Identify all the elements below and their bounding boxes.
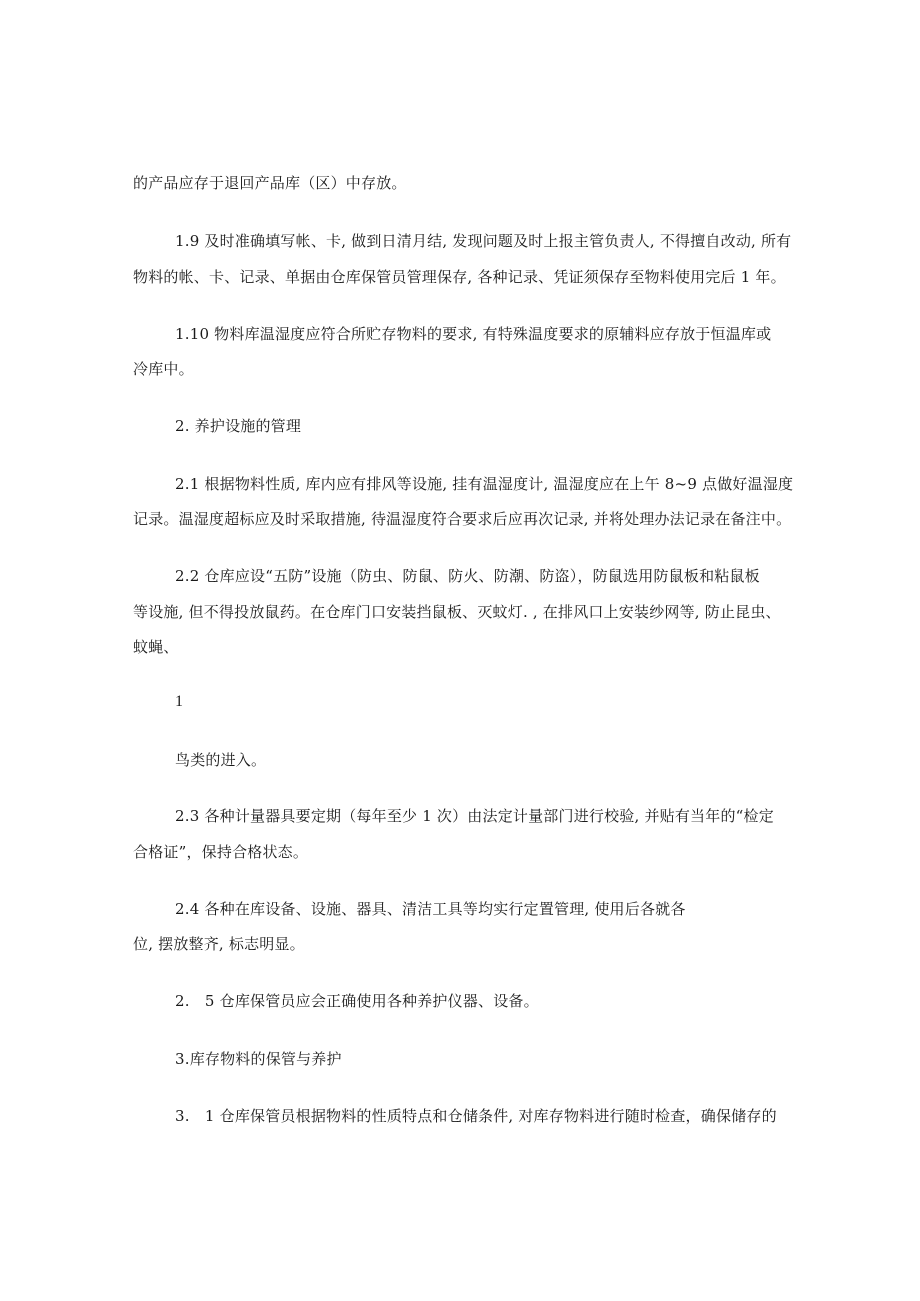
paragraph-2-1-line-1: 2.1 根据物料性质, 库内应有排风等设施, 挂有温湿度计, 温湿度应在上午 8~9 点做好温湿度 bbox=[175, 475, 794, 493]
paragraph-2-5: 2. 5 仓库保管员应会正确使用各种养护仪器、设备。 bbox=[175, 992, 539, 1010]
paragraph-2-2-line-3: 蚊蝇、 bbox=[133, 638, 179, 656]
paragraph-3-1-line-1: 3. 1 仓库保管员根据物料的性质特点和仓储条件, 对库存物料进行随时检查，确保储存的 bbox=[175, 1107, 777, 1125]
paragraph-2-4-line-1: 2.4 各种在库设备、设施、器具、清洁工具等均实行定置管理, 使用后各就各 bbox=[175, 900, 686, 918]
paragraph-1-9-line-1: 1.9 及时准确填写帐、卡, 做到日清月结, 发现问题及时上报主管负责人, 不得擅自改动, 所有 bbox=[175, 232, 792, 250]
section-heading-3: 3.库存物料的保管与养护 bbox=[175, 1050, 342, 1068]
paragraph-1-10-line-2: 冷库中。 bbox=[133, 360, 194, 378]
paragraph-2-2-line-1: 2.2 仓库应设“五防”设施（防虫、防鼠、防火、防潮、防盗），防鼠选用防鼠板和粘鼠板 bbox=[175, 567, 760, 585]
paragraph-line: 的产品应存于退回产品库（区）中存放。 bbox=[133, 174, 407, 192]
section-heading-2: 2. 养护设施的管理 bbox=[175, 417, 302, 435]
paragraph-2-2-continued: 鸟类的进入。 bbox=[175, 751, 267, 769]
paragraph-2-3-line-2: 合格证”，保持合格状态。 bbox=[133, 843, 309, 861]
page-number: 1 bbox=[175, 693, 184, 710]
paragraph-2-3-line-1: 2.3 各种计量器具要定期（每年至少 1 次）由法定计量部门进行校验, 并贴有当年的“检定 bbox=[175, 807, 774, 825]
paragraph-2-4-line-2: 位, 摆放整齐, 标志明显。 bbox=[133, 935, 305, 953]
paragraph-2-1-line-2: 记录。温湿度超标应及时采取措施, 待温湿度符合要求后应再次记录, 并将处理办法记录在备注中。 bbox=[133, 510, 792, 528]
paragraph-2-2-line-2: 等设施, 但不得投放鼠药。在仓库门口安装挡鼠板、灭蚊灯. , 在排风口上安装纱网等, 防止昆虫、 bbox=[133, 603, 781, 621]
paragraph-1-10-line-1: 1.10 物料库温湿度应符合所贮存物料的要求, 有特殊温度要求的原辅料应存放于恒温库或 bbox=[175, 325, 772, 343]
paragraph-1-9-line-2: 物料的帐、卡、记录、单据由仓库保管员管理保存, 各种记录、凭证须保存至物料使用完后 1 年。 bbox=[133, 268, 786, 286]
